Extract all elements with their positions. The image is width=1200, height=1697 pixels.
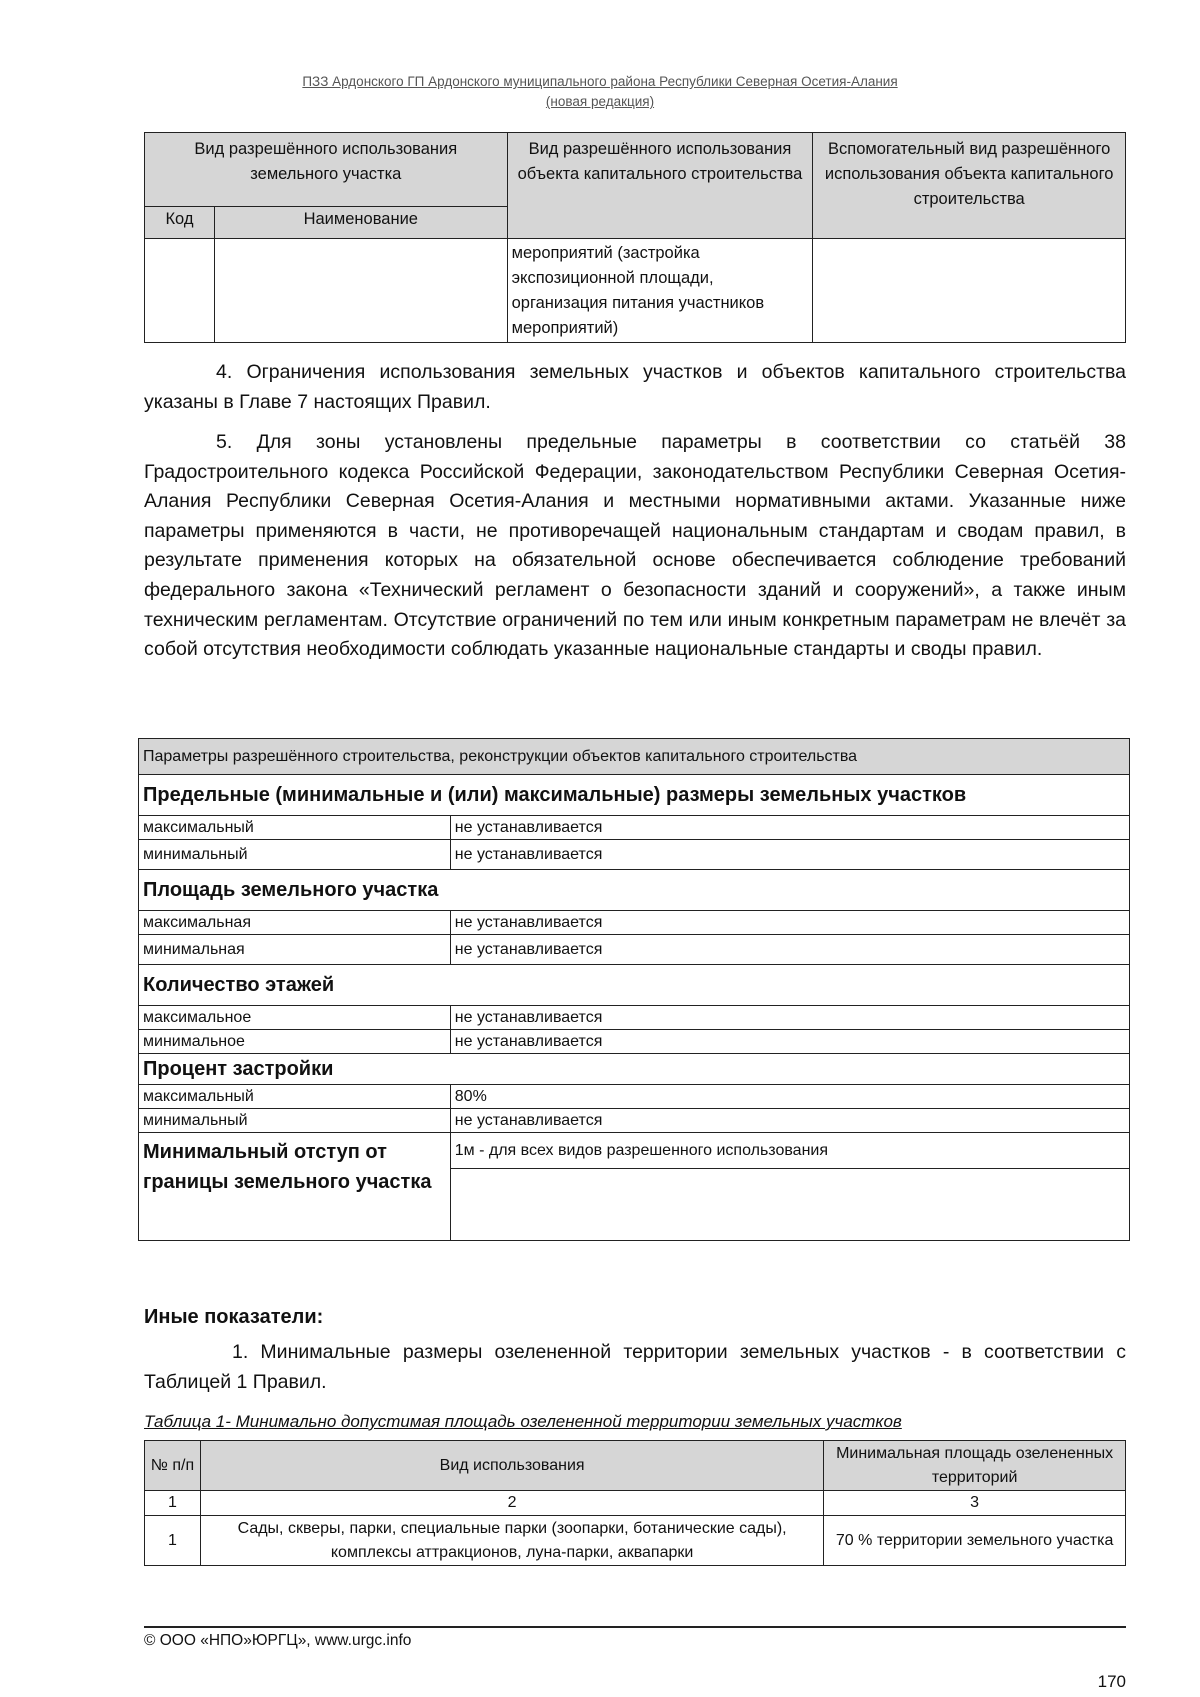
section-title-plot-size: Предельные (минимальные и (или) максимальные) размеры земельных участков: [139, 775, 1130, 816]
param-value: не устанавливается: [450, 816, 1129, 840]
greenery-table: [144, 1440, 1126, 1566]
table-caption: Таблица 1- Минимально допустимая площадь озелененной территории земельных участков: [144, 1412, 902, 1431]
param-label: максимальное: [139, 1006, 451, 1030]
col-land-use-head: Вид разрешённого использования земельного участка: [145, 133, 508, 207]
col-code-head: Код: [145, 207, 215, 239]
param-value: не устанавливается: [450, 911, 1129, 935]
other-indicators-title: Иные показатели:: [144, 1306, 324, 1328]
section-title-floors: Количество этажей: [139, 965, 1130, 1006]
param-value: не устанавливается: [450, 1030, 1129, 1054]
paragraph-4: 4. Ограничения использования земельных участков и объектов капитального строительства указаны в Главе 7 настоящих Правил.: [144, 361, 1126, 413]
section-title-coverage: Процент застройки: [139, 1054, 1130, 1085]
col-name-head: Наименование: [214, 207, 507, 239]
page-number: 170: [1097, 1672, 1126, 1691]
col-aux-use-head: Вспомогательный вид разрешённого использования объекта капитального строительства: [813, 133, 1126, 239]
param-label: минимальное: [139, 1030, 451, 1054]
parameters-table: [138, 738, 1130, 1241]
cell-code: [145, 239, 215, 343]
col-building-use-head: Вид разрешённого использования объекта капитального строительства: [507, 133, 813, 239]
col-area-index: 3: [824, 1491, 1126, 1516]
section-title-plot-area: Площадь земельного участка: [139, 870, 1130, 911]
cell-building-use: мероприятий (застройка экспозиционной площади, организация питания участников мероприятий): [507, 239, 813, 343]
param-value: не устанавливается: [450, 840, 1129, 870]
cell-name: [214, 239, 507, 343]
paragraph-5: 5. Для зоны установлены предельные параметры в соответствии со статьёй 38 Градостроительного кодекса Российской Федерации, законодательством Республики Северная Осетия-Алания Республики Северная Осетия-Алания и местными нормативными актами. Указанные ниже параметры применяются в части, не противоречащей национальным стандартам и сводам правил, в результате применения которых на обязательной основе обеспечивается соблюдение требований федерального закона «Технический регламент о безопасности зданий и сооружений», а также иным техническим регламентам. Отсутствие ограничений по тем или иным конкретным параметрам не влечёт за собой отсутствия необходимости соблюдать указанные национальные стандарты и своды правил.: [144, 431, 1126, 661]
setback-label: Минимальный отступ от границы земельного участка: [139, 1133, 451, 1241]
param-label: максимальный: [139, 816, 451, 840]
param-value: не устанавливается: [450, 1006, 1129, 1030]
param-label: максимальная: [139, 911, 451, 935]
col-use-index: 2: [200, 1491, 823, 1516]
row-use: Сады, скверы, парки, специальные парки (зоопарки, ботанические сады), комплексы аттракционов, луна-парки, аквапарки: [200, 1516, 823, 1566]
col-area-head: Минимальная площадь озелененных территорий: [824, 1441, 1126, 1491]
page-header-line2: (новая редакция): [545, 94, 655, 109]
setback-value: 1м - для всех видов разрешенного использования: [450, 1133, 1129, 1169]
footer-divider: [144, 1626, 1126, 1628]
param-label: минимальная: [139, 935, 451, 965]
cell-aux-use: [813, 239, 1126, 343]
row-number: 1: [145, 1516, 201, 1566]
col-number-head: № п/п: [145, 1441, 201, 1491]
other-item-1: 1. Минимальные размеры озелененной территории земельных участков - в соответствии с Таблицей 1 Правил.: [144, 1341, 1126, 1393]
param-label: минимальный: [139, 840, 451, 870]
footer-copyright: © ООО «НПО»ЮРГЦ», www.urgc.info: [144, 1632, 412, 1649]
setback-value-extra: [450, 1169, 1129, 1241]
param-value: не устанавливается: [450, 1109, 1129, 1133]
land-use-table: [144, 132, 1126, 343]
param-value: 80%: [450, 1085, 1129, 1109]
param-value: не устанавливается: [450, 935, 1129, 965]
parameters-title: Параметры разрешённого строительства, реконструкции объектов капитального строительства: [139, 739, 1130, 775]
col-number-index: 1: [145, 1491, 201, 1516]
col-use-head: Вид использования: [200, 1441, 823, 1491]
row-area: 70 % территории земельного участка: [824, 1516, 1126, 1566]
param-label: максимальный: [139, 1085, 451, 1109]
page-header-line1: ПЗЗ Ардонского ГП Ардонского муниципального района Республики Северная Осетия-Алания: [302, 74, 898, 89]
param-label: минимальный: [139, 1109, 451, 1133]
